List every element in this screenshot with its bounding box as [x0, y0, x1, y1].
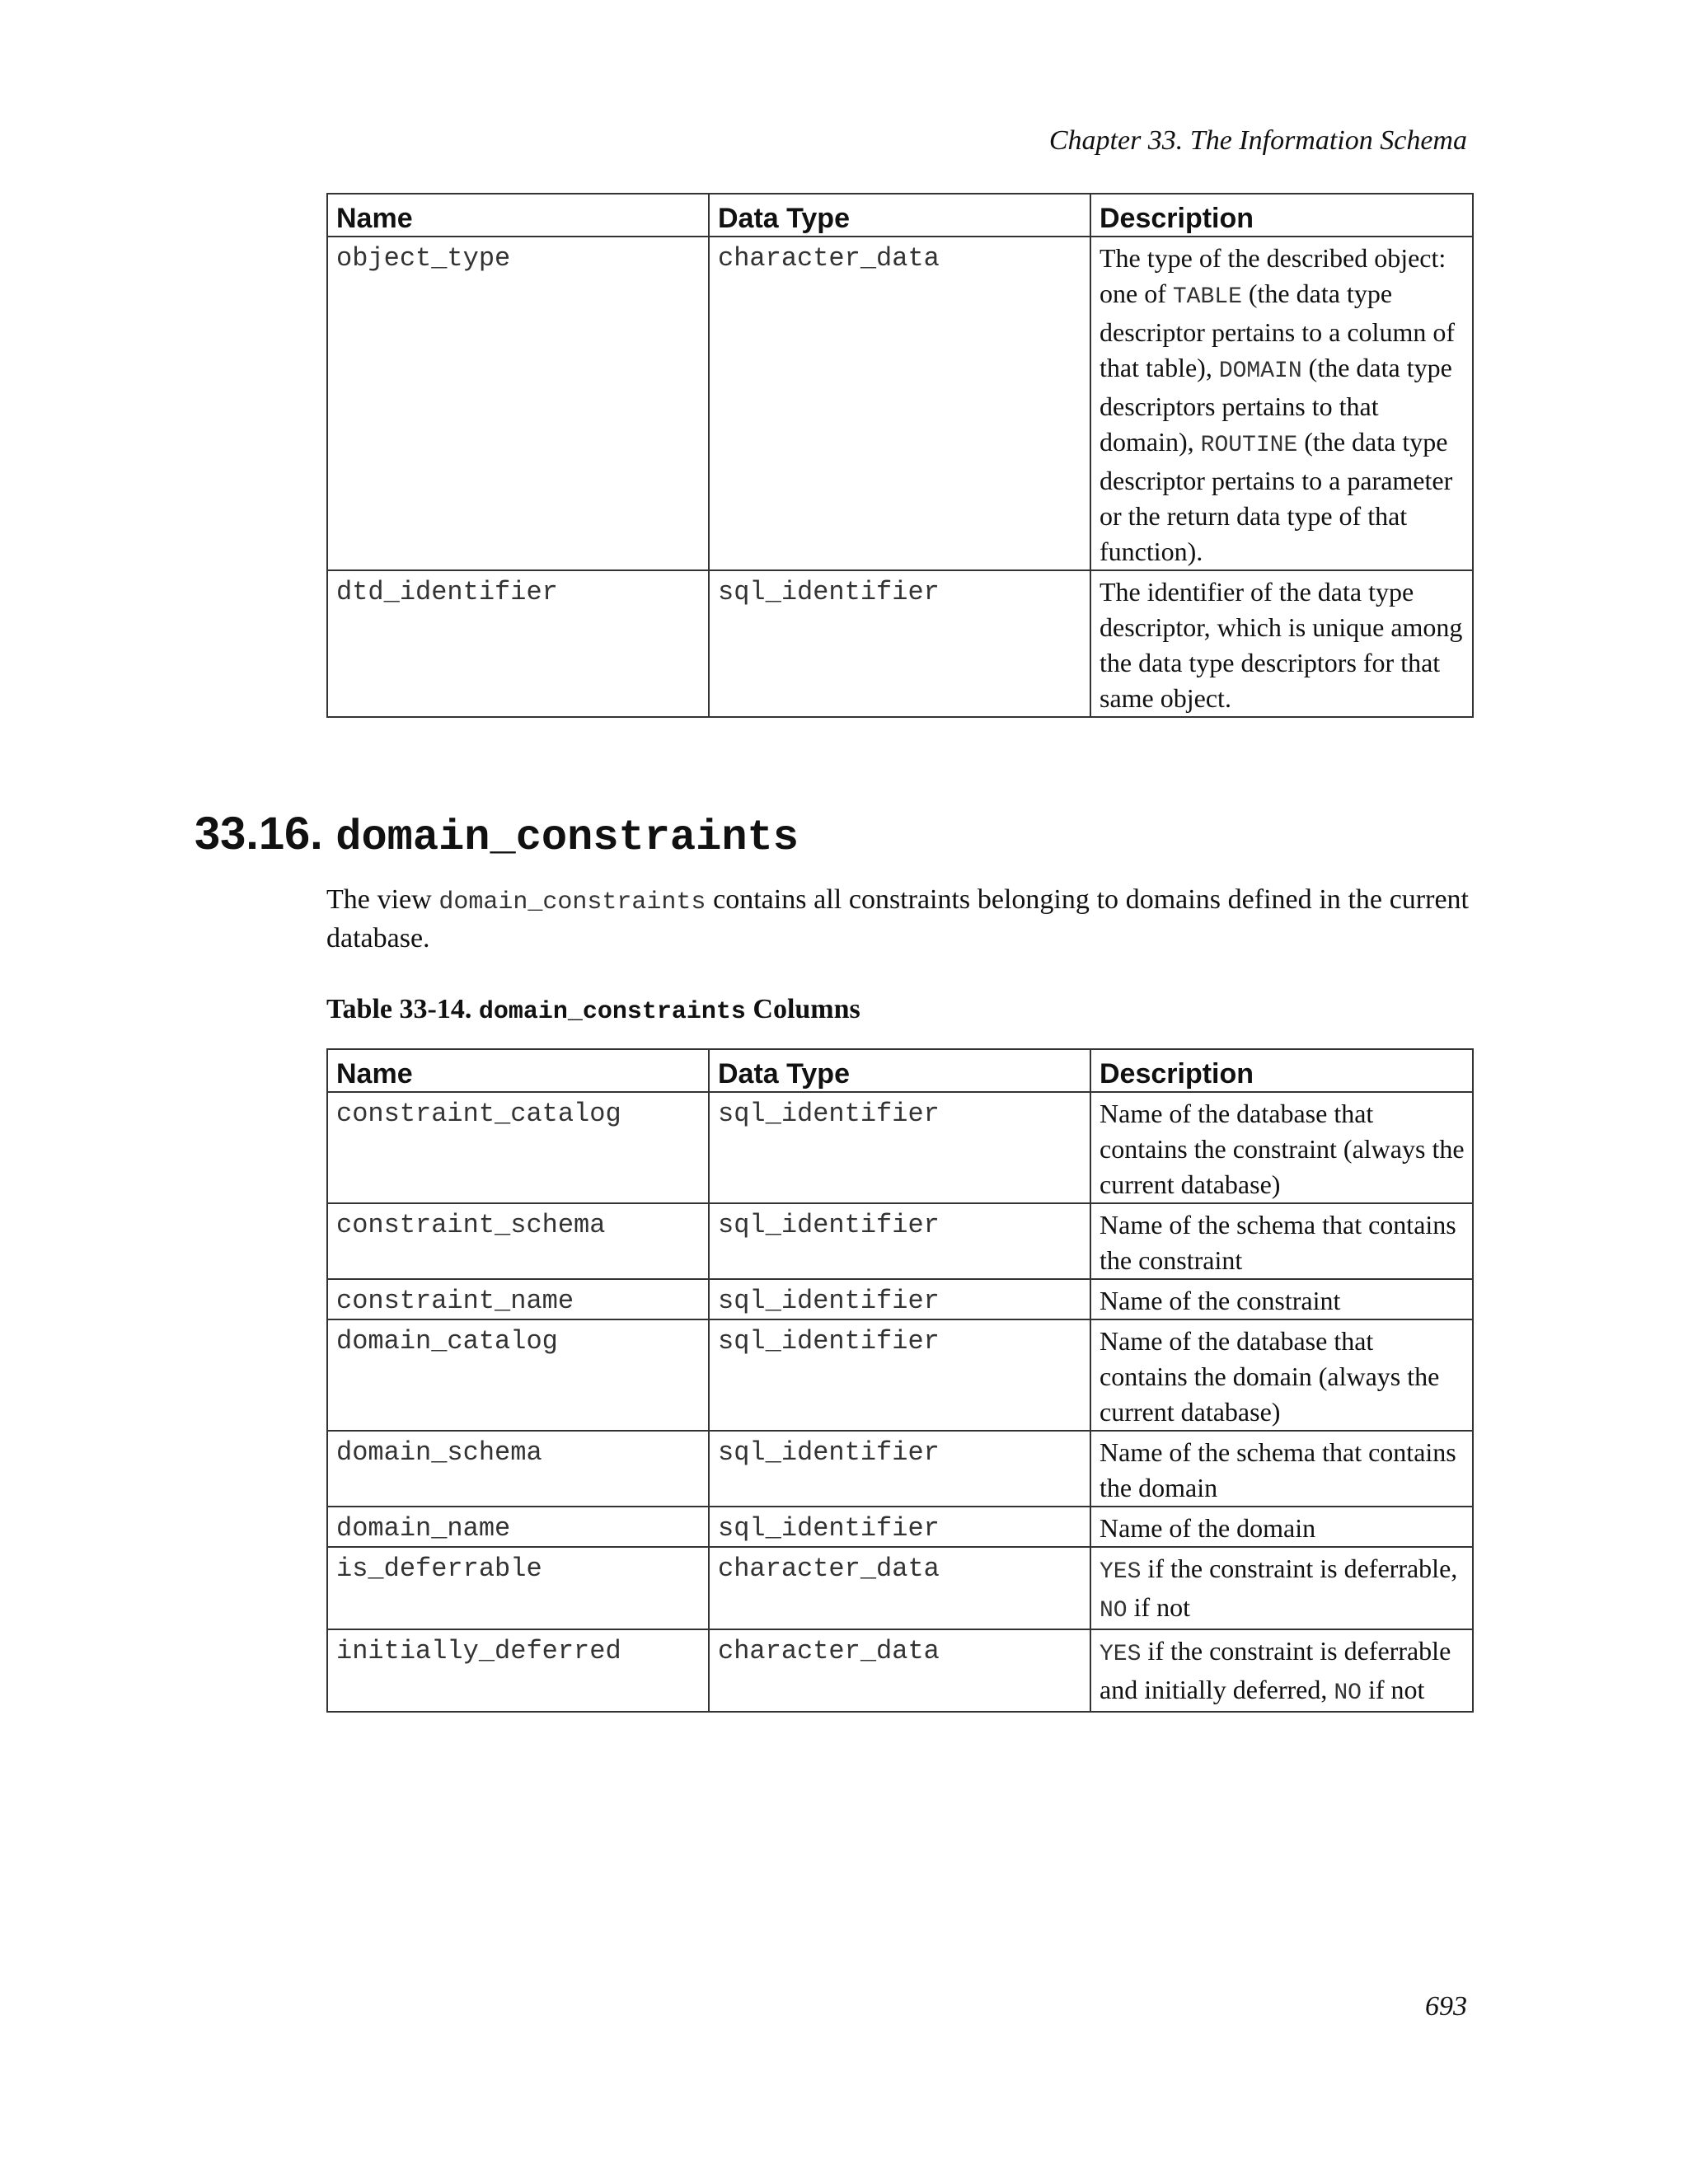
table-row [327, 1279, 1473, 1319]
column-header-name: Name [327, 194, 709, 237]
description-cell [1090, 1092, 1473, 1203]
description-cell [1090, 1319, 1473, 1431]
section-intro [326, 882, 1469, 956]
inline-code: YES [1100, 1559, 1142, 1585]
table-row [327, 1092, 1473, 1203]
table-header-row [327, 194, 1473, 237]
section-number: 33.16. [195, 807, 323, 859]
column-header-data-type: Data Type [709, 194, 1090, 237]
inline-code: TABLE [1172, 284, 1242, 310]
column-name-cell: constraint_schema [327, 1203, 709, 1279]
text-run: (the data type descriptors pertains to that domain), [1100, 353, 1452, 457]
text-run: (the data type descriptor pertains to a parameter or the return data type of that function). [1100, 427, 1453, 566]
data-type-cell: sql_identifier [709, 1279, 1090, 1319]
description-cell [1090, 570, 1473, 717]
data-type-cell: sql_identifier [709, 1507, 1090, 1547]
table-row [327, 570, 1473, 717]
description-cell [1090, 1279, 1473, 1319]
continued-columns-table [326, 193, 1474, 718]
table-row [327, 1547, 1473, 1629]
column-name-cell: domain_catalog [327, 1319, 709, 1431]
inline-code: YES [1100, 1642, 1142, 1667]
continued-table-body [327, 237, 1473, 717]
page-number: 693 [1425, 1991, 1467, 2022]
section-heading [195, 806, 799, 862]
text-run: Name of the schema that contains the constraint [1100, 1210, 1456, 1275]
text-run: The view [326, 884, 439, 915]
text-run: contains all constraints belonging to domains defined in the current database. [326, 884, 1469, 954]
description-cell [1090, 1203, 1473, 1279]
table-caption-prefix: Table 33-14. [326, 994, 479, 1024]
column-name-cell: constraint_name [327, 1279, 709, 1319]
table-row [327, 237, 1473, 570]
text-run: if not [1127, 1592, 1191, 1622]
table-caption [326, 994, 860, 1026]
description-cell [1090, 1629, 1473, 1712]
table-caption-suffix: Columns [745, 994, 860, 1024]
description-cell [1090, 1507, 1473, 1547]
text-run: Name of the schema that contains the domain [1100, 1437, 1456, 1502]
description-cell [1090, 237, 1473, 570]
data-type-cell: sql_identifier [709, 1319, 1090, 1431]
data-type-cell: sql_identifier [709, 1431, 1090, 1507]
text-run: Name of the database that contains the domain (always the current database) [1100, 1326, 1440, 1427]
data-type-cell: sql_identifier [709, 570, 1090, 717]
inline-code: DOMAIN [1218, 359, 1302, 384]
table-row [327, 1431, 1473, 1507]
column-header-description: Description [1090, 194, 1473, 237]
table-header-row [327, 1049, 1473, 1092]
domain-constraints-columns-table [326, 1048, 1474, 1713]
table-row [327, 1507, 1473, 1547]
data-type-cell: character_data [709, 237, 1090, 570]
table-row [327, 1319, 1473, 1431]
inline-code: ROUTINE [1200, 433, 1298, 458]
inline-code: NO [1334, 1680, 1362, 1706]
column-name-cell: constraint_catalog [327, 1092, 709, 1203]
column-name-cell: object_type [327, 237, 709, 570]
description-cell [1090, 1431, 1473, 1507]
text-run: Name of the database that contains the constraint (always the current database) [1100, 1099, 1465, 1199]
column-header-data-type: Data Type [709, 1049, 1090, 1092]
main-table-body [327, 1092, 1473, 1712]
text-run: (the data type descriptor pertains to a column of that table), [1100, 279, 1455, 382]
table-caption-code: domain_constraints [478, 998, 746, 1026]
text-run: if the constraint is deferrable, [1141, 1554, 1458, 1583]
table-row [327, 1629, 1473, 1712]
description-cell [1090, 1547, 1473, 1629]
column-name-cell: initially_deferred [327, 1629, 709, 1712]
text-run: The type of the described object: one of [1100, 243, 1447, 308]
inline-code: domain_constraints [438, 888, 706, 916]
data-type-cell: sql_identifier [709, 1203, 1090, 1279]
column-header-name: Name [327, 1049, 709, 1092]
text-run: Name of the domain [1100, 1513, 1316, 1543]
section-name: domain_constraints [335, 813, 799, 862]
text-run: if the constraint is deferrable and initially deferred, [1100, 1636, 1451, 1704]
inline-code: NO [1100, 1598, 1128, 1624]
column-name-cell: dtd_identifier [327, 570, 709, 717]
text-run: if not [1361, 1675, 1425, 1704]
column-name-cell: is_deferrable [327, 1547, 709, 1629]
table-row [327, 1203, 1473, 1279]
data-type-cell: sql_identifier [709, 1092, 1090, 1203]
data-type-cell: character_data [709, 1547, 1090, 1629]
text-run: Name of the constraint [1100, 1286, 1341, 1315]
column-header-description: Description [1090, 1049, 1473, 1092]
data-type-cell: character_data [709, 1629, 1090, 1712]
running-header: Chapter 33. The Information Schema [1048, 125, 1467, 156]
text-run: The identifier of the data type descriptor, which is unique among the data type descriptors for that same object. [1100, 577, 1463, 713]
column-name-cell: domain_name [327, 1507, 709, 1547]
column-name-cell: domain_schema [327, 1431, 709, 1507]
